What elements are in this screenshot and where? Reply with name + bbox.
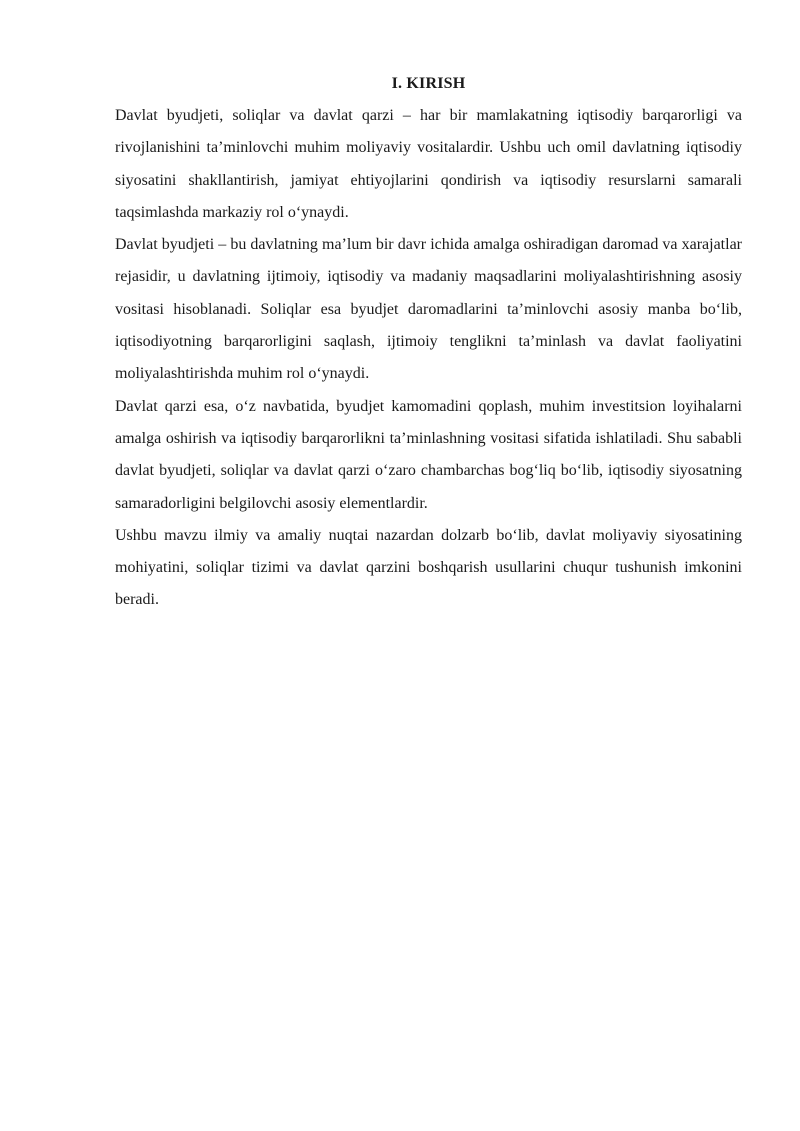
paragraph-relevance: Ushbu mavzu ilmiy va amaliy nuqtai nazardan dolzarb bo‘lib, davlat moliyaviy siyosatining mohiyatini, soliqlar tizimi va davlat qarzini boshqarish usullarini chuqur tushunish imkonini beradi. bbox=[115, 526, 742, 609]
paragraph-budget: Davlat byudjeti – bu davlatning ma’lum bir davr ichida amalga oshiradigan daromad va xarajatlar rejasidir, u davlatning ijtimoiy, iqtisodiy va madaniy maqsadlarini moliyalashtirishning asosiy vositasi hisoblanadi. Soliqlar esa byudjet daromadlarini ta’minlovchi asosiy manba bo‘lib, iqtisodiyotning barqarorligini saqlash, ijtimoiy tenglikni ta’minlash va davlat faoliyatini moliyalashtirishda muhim rol o‘ynaydi. bbox=[115, 236, 742, 383]
paragraph-debt: Davlat qarzi esa, o‘z navbatida, byudjet kamomadini qoplash, muhim investitsion loyihalarni amalga oshirish va iqtisodiy barqarorlikni ta’minlashning vositasi sifatida ishlatiladi. Shu sababli davlat byudjeti, soliqlar va davlat qarzi o‘zaro chambarchas bog‘liq bo‘lib, iqtisodiy siyosatning samaradorligini belgilovchi asosiy elementlardir. bbox=[115, 397, 742, 512]
document-body bbox=[115, 74, 742, 617]
paragraph-intro: Davlat byudjeti, soliqlar va davlat qarzi – har bir mamlakatning iqtisodiy barqarorligi va rivojlanishini ta’minlovchi muhim moliyaviy vositalardir. Ushbu uch omil davlatning iqtisodiy siyosatini shakllantirish, jamiyat ehtiyojlarini qondirish va iqtisodiy resurslarni samarali taqsimlashda markaziy rol o‘ynaydi. bbox=[115, 107, 742, 221]
section-heading: I. KIRISH bbox=[391, 75, 466, 92]
